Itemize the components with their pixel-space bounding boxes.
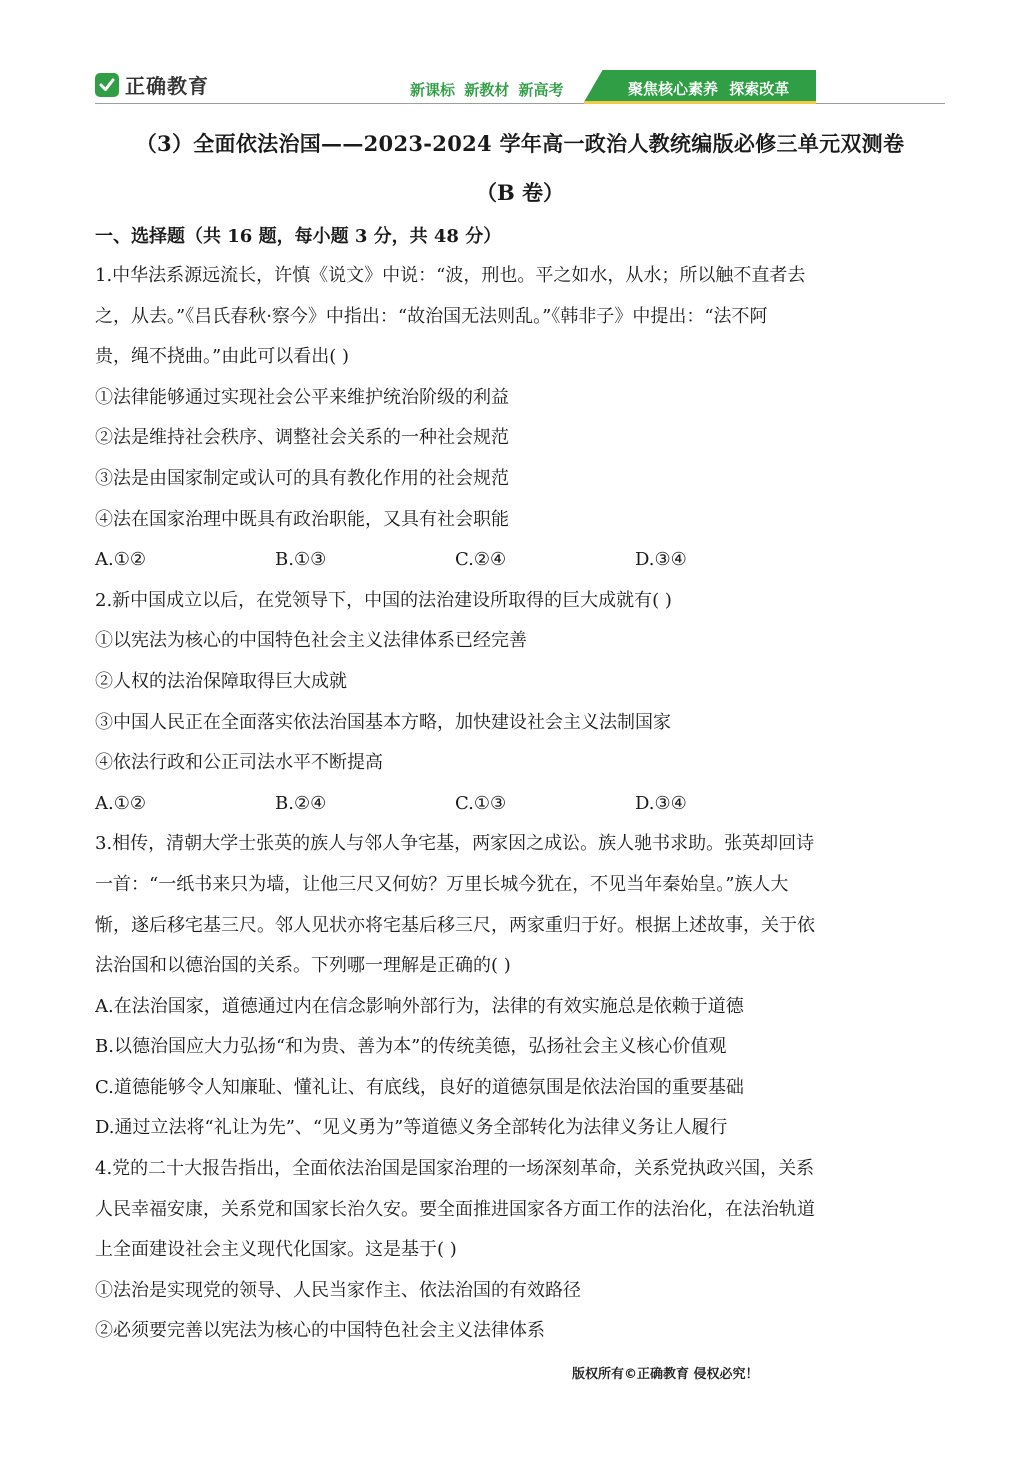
question-stem-line: 之，从去。”《吕氏春秋·察今》中指出：“故治国无法则乱。”《韩非子》中提出：“法不阿 bbox=[95, 305, 768, 327]
document-title: （3）全面依法治国——2023-2024 学年高一政治人教统编版必修三单元双测卷 bbox=[135, 131, 905, 156]
statement-item: ②必须要完善以宪法为核心的中国特色社会主义法律体系 bbox=[95, 1320, 545, 1342]
page-header bbox=[0, 0, 1034, 110]
answer-choices bbox=[95, 540, 940, 581]
choice-a: A.①② bbox=[95, 549, 146, 571]
option-c: C.道德能够令人知廉耻、懂礼让、有底线，良好的道德氛围是依法治国的重要基础 bbox=[95, 1076, 744, 1098]
header-accent-bar bbox=[584, 101, 816, 104]
statement-item: ②法是维持社会秩序、调整社会关系的一种社会规范 bbox=[95, 427, 509, 449]
tagline-left: 新课标 新教材 新高考 bbox=[410, 81, 564, 99]
choice-a: A.①② bbox=[95, 792, 146, 814]
statement-item: ①法治是实现党的领导、人民当家作主、依法治国的有效路径 bbox=[95, 1279, 581, 1301]
question-stem-line: 3.相传，清朝大学士张英的族人与邻人争宅基，两家因之成讼。族人驰书求助。张英却回诗 bbox=[95, 833, 815, 855]
question-stem-line: 2.新中国成立以后，在党领导下，中国的法治建设所取得的巨大成就有( ) bbox=[95, 589, 672, 611]
question-stem-line: 1.中华法系源远流长，许慎《说文》中说：“波，刑也。平之如水，从水；所以触不直者去 bbox=[95, 265, 806, 286]
option-d: D.通过立法将“礼让为先”、“见义勇为”等道德义务全部转化为法律义务让人履行 bbox=[95, 1117, 728, 1139]
choice-c: C.①③ bbox=[455, 792, 507, 814]
statement-item: ③法是由国家制定或认可的具有教化作用的社会规范 bbox=[95, 467, 509, 489]
choice-b: B.①③ bbox=[275, 549, 327, 571]
option-a: A.在法治国家，道德通过内在信念影响外部行为，法律的有效实施总是依赖于道德 bbox=[95, 995, 744, 1017]
statement-item: ③中国人民正在全面落实依法治国基本方略，加快建设社会主义法制国家 bbox=[95, 711, 671, 733]
statement-item: ②人权的法治保障取得巨大成就 bbox=[95, 670, 347, 692]
statement-item: ①以宪法为核心的中国特色社会主义法律体系已经完善 bbox=[95, 630, 527, 652]
check-icon bbox=[95, 73, 119, 97]
question-stem-line: 贵，绳不挠曲。”由此可以看出( ) bbox=[95, 346, 349, 368]
question-2 bbox=[95, 581, 940, 825]
brand-logo bbox=[95, 70, 209, 99]
question-list bbox=[95, 256, 940, 1352]
statement-item: ④法在国家治理中既具有政治职能，又具有社会职能 bbox=[95, 508, 509, 530]
question-stem-line: 人民幸福安康，关系党和国家长治久安。要全面推进国家各方面工作的法治化，在法治轨道 bbox=[95, 1198, 815, 1220]
question-stem-line: 一首：“一纸书来只为墙，让他三尺又何妨？万里长城今犹在，不见当年秦始皇。”族人大 bbox=[95, 873, 789, 895]
copyright-footer: 版权所有©正确教育 侵权必究！ bbox=[572, 1367, 759, 1382]
question-stem-line: 4.党的二十大报告指出，全面依法治国是国家治理的一场深刻革命，关系党执政兴国，关系 bbox=[95, 1158, 815, 1180]
question-stem-line: 法治国和以德治国的关系。下列哪一理解是正确的( ) bbox=[95, 955, 511, 977]
answer-choices bbox=[95, 784, 940, 825]
document-subtitle: （B 卷） bbox=[475, 180, 565, 205]
choice-b: B.②④ bbox=[275, 792, 327, 814]
section-heading: 一、选择题（共 16 题，每小题 3 分，共 48 分） bbox=[95, 226, 502, 247]
question-stem-line: 惭，遂后移宅基三尺。邻人见状亦将宅基后移三尺，两家重归于好。根据上述故事，关于依 bbox=[95, 914, 815, 936]
question-1 bbox=[95, 256, 940, 581]
statement-item: ④依法行政和公正司法水平不断提高 bbox=[95, 752, 383, 774]
tagline-right: 聚焦核心素养 探索改革 bbox=[628, 80, 790, 98]
header-divider bbox=[95, 103, 945, 104]
option-b: B.以德治国应大力弘扬“和为贵、善为本”的传统美德，弘扬社会主义核心价值观 bbox=[95, 1036, 727, 1058]
choice-d: D.③④ bbox=[635, 792, 687, 814]
question-4 bbox=[95, 1149, 940, 1352]
statement-item: ①法律能够通过实现社会公平来维护统治阶级的利益 bbox=[95, 386, 509, 408]
choice-c: C.②④ bbox=[455, 549, 507, 571]
choice-d: D.③④ bbox=[635, 549, 687, 571]
brand-name: 正确教育 bbox=[125, 74, 209, 98]
question-3 bbox=[95, 824, 940, 1149]
question-stem-line: 上全面建设社会主义现代化国家。这是基于( ) bbox=[95, 1239, 457, 1261]
